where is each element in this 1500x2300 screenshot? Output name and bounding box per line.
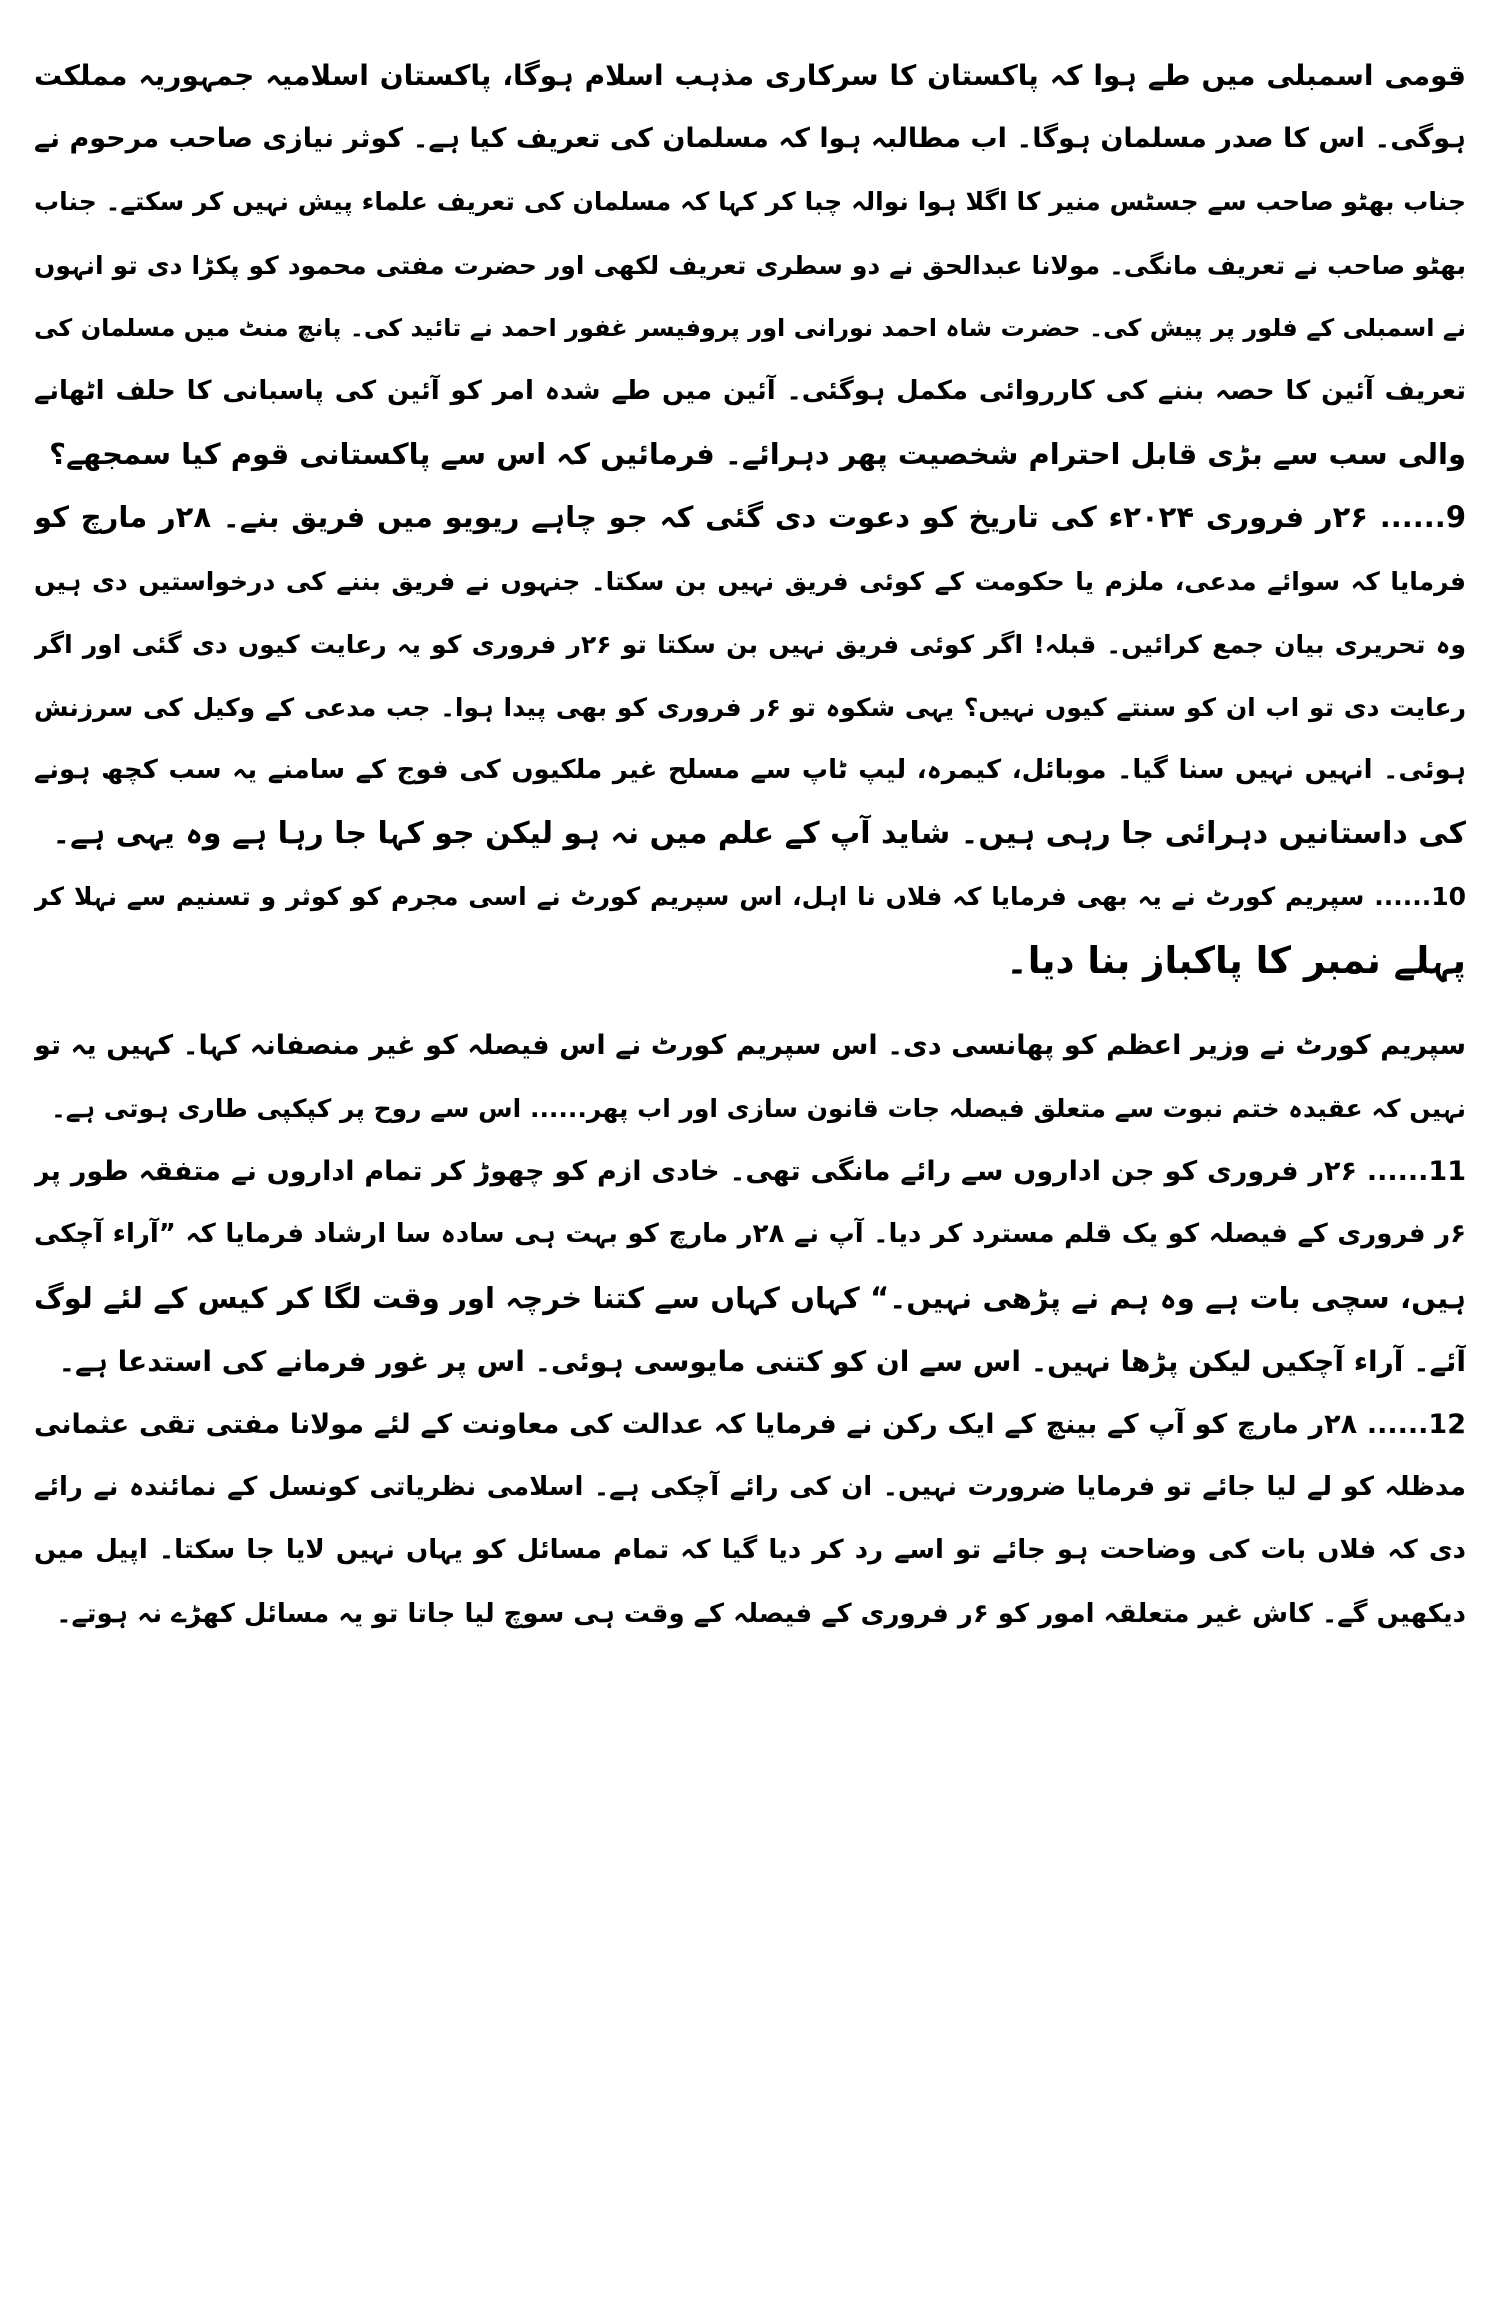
text-line: والی سب سے بڑی قابل احترام شخصیت پھر دہرائے۔ فرمائیں کہ اس سے پاکستانی قوم کیا سمجھے؟ xyxy=(49,437,1466,472)
text-line: دیکھیں گے۔ کاش غیر متعلقہ امور کو ۶ر فروری کے فیصلہ کے وقت ہی سوچ لیا جاتا تو یہ مسائل کھڑے نہ ہوتے۔ xyxy=(56,1598,1466,1629)
text-line: دی کہ فلاں بات کی وضاحت ہو جائے تو اسے رد کر دیا گیا کہ تمام مسائل کو یہاں نہیں لایا جا سکتا۔ اپیل میں xyxy=(34,1535,1466,1566)
text-line: 9...... ۲۶ر فروری ۲۰۲۴ء کی تاریخ کو دعوت دی گئی کہ جو چاہے ریویو میں فریق بنے۔ ۲۸ر مارچ کو xyxy=(34,500,1466,535)
text-line: نہیں کہ عقیدہ ختم نبوت سے متعلق فیصلہ جات قانون سازی اور اب پھر...... اس سے روح پر کپکپی طاری ہوتی ہے۔ xyxy=(51,1094,1466,1123)
text-line: بھٹو صاحب نے تعریف مانگی۔ مولانا عبدالحق نے دو سطری تعریف لکھی اور حضرت مفتی محمود کو پکڑا دی تو انہوں xyxy=(34,250,1466,280)
text-line: آئے۔ آراء آچکیں لیکن پڑھا نہیں۔ اس سے ان کو کتنی مایوسی ہوئی۔ اس پر غور فرمانے کی استدعا ہے۔ xyxy=(58,1344,1466,1378)
text-line: 10...... سپریم کورٹ نے یہ بھی فرمایا کہ فلاں نا اہل، اس سپریم کورٹ نے اسی مجرم کو کوثر و تسنیم سے نہلا کر xyxy=(34,882,1466,912)
text-line: پہلے نمبر کا پاکباز بنا دیا۔ xyxy=(1006,938,1466,982)
text-line: کی داستانیں دہرائی جا رہی ہیں۔ شاید آپ کے علم میں نہ ہو لیکن جو کہا جا رہا ہے وہ یہی ہے۔ xyxy=(52,816,1466,852)
text-line: 12...... ۲۸ر مارچ کو آپ کے بینچ کے ایک رکن نے فرمایا کہ عدالت کی معاونت کے لئے مولانا مفتی تقی عثمانی xyxy=(34,1408,1466,1440)
urdu-text-body xyxy=(34,44,1466,1646)
text-line: 11...... ۲۶ر فروری کو جن اداروں سے رائے مانگی تھی۔ خادی ازم کو چھوڑ کر تمام اداروں نے متفقہ طور پر xyxy=(34,1156,1466,1188)
text-line: تعریف آئین کا حصہ بننے کی کارروائی مکمل ہوگئی۔ آئین میں طے شدہ امر کو آئین کی پاسبانی کا حلف اٹھانے xyxy=(34,375,1466,406)
text-line: ہوگی۔ اس کا صدر مسلمان ہوگا۔ اب مطالبہ ہوا کہ مسلمان کی تعریف کیا ہے۔ کوثر نیازی صاحب مرحوم نے xyxy=(34,123,1466,155)
text-line: رعایت دی تو اب ان کو سنتے کیوں نہیں؟ یہی شکوہ تو ۶ر فروری کو بھی پیدا ہوا۔ جب مدعی کے وکیل کی سرزنش xyxy=(34,692,1466,722)
text-line: فرمایا کہ سوائے مدعی، ملزم یا حکومت کے کوئی فریق نہیں بن سکتا۔ جنہوں نے فریق بننے کی درخواستیں دی ہیں xyxy=(34,566,1466,596)
text-line: ہوئی۔ انہیں نہیں سنا گیا۔ موبائل، کیمرہ، لیپ ٹاپ سے مسلح غیر ملکیوں کی فوج کے سامنے یہ سب کچھ ہونے xyxy=(34,755,1466,786)
text-line: جناب بھٹو صاحب سے جسٹس منیر کا اگلا ہوا نوالہ چبا کر کہا کہ مسلمان کی تعریف علماء پیش نہیں کر سکتے۔ جناب xyxy=(34,187,1466,217)
text-line: مدظلہ کو لے لیا جائے تو فرمایا ضرورت نہیں۔ ان کی رائے آچکی ہے۔ اسلامی نظریاتی کونسل کے نمائندہ نے رائے xyxy=(34,1472,1466,1503)
text-line: قومی اسمبلی میں طے ہوا کہ پاکستان کا سرکاری مذہب اسلام ہوگا، پاکستان اسلامیہ جمہوریہ مملکت xyxy=(34,59,1466,92)
text-line: سپریم کورٹ نے وزیر اعظم کو پھانسی دی۔ اس سپریم کورٹ نے اس فیصلہ کو غیر منصفانہ کہا۔ کہیں یہ تو xyxy=(34,1029,1466,1061)
text-line: ۶ر فروری کے فیصلہ کو یک قلم مسترد کر دیا۔ آپ نے ۲۸ر مارچ کو بہت ہی سادہ سا ارشاد فرمایا کہ ”آراء آچکی xyxy=(34,1219,1466,1250)
text-line: وہ تحریری بیان جمع کرائیں۔ قبلہ! اگر کوئی فریق نہیں بن سکتا تو ۲۶ر فروری کو یہ رعایت کیوں دی گئی اور اگر xyxy=(34,629,1466,659)
text-line: نے اسمبلی کے فلور پر پیش کی۔ حضرت شاہ احمد نورانی اور پروفیسر غفور احمد نے تائید کی۔ پانچ منٹ میں مسلمان کی xyxy=(34,313,1466,342)
text-line: ہیں، سچی بات ہے وہ ہم نے پڑھی نہیں۔“ کہاں کہاں سے کتنا خرچہ اور وقت لگا کر کیس کے لئے لوگ xyxy=(34,1280,1466,1315)
